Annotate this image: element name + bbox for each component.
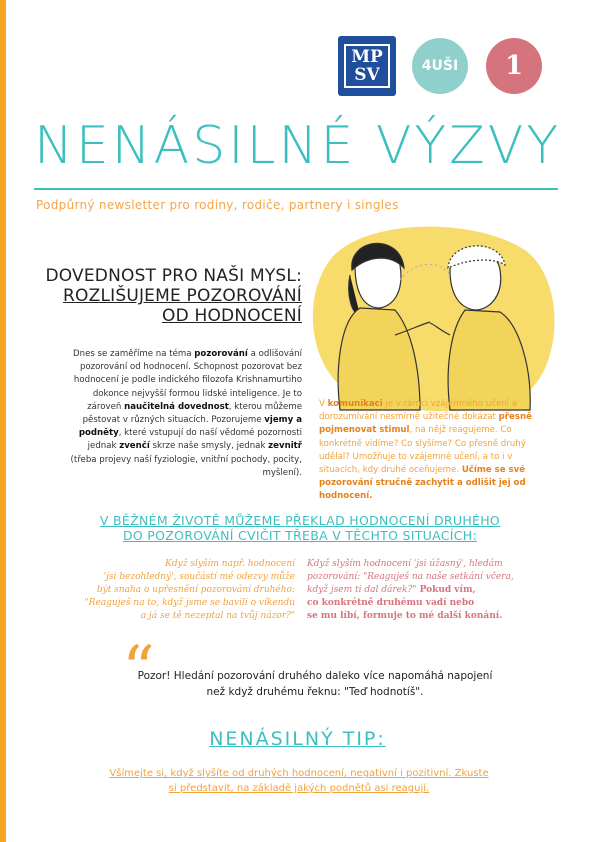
tip-text bbox=[84, 766, 514, 796]
4usi-badge: 4UŠI bbox=[412, 38, 468, 94]
tip-heading bbox=[0, 728, 595, 750]
intro-keyword: vjemy a podněty bbox=[78, 415, 302, 439]
quote-right-bold: co konkrétně druhému vadí nebo bbox=[307, 598, 475, 608]
section-heading bbox=[40, 266, 302, 326]
right-keyword: přesně pojmenovat stimul bbox=[319, 412, 532, 436]
warning-note bbox=[120, 668, 510, 700]
two-people-illustration bbox=[300, 220, 565, 415]
intro-text-part: skrze naše smysly, jednak bbox=[149, 441, 269, 452]
section-heading-line1: DOVEDNOST PRO NAŠI MYSL: bbox=[45, 266, 302, 286]
mpsv-logo bbox=[338, 36, 396, 96]
right-keyword: Učíme se své pozorování stručně zachytit a odlišit jej od hodnocení. bbox=[319, 465, 526, 502]
tip-text-line2: si představit, na základě jakých podnětů asi reagují. bbox=[168, 783, 430, 794]
intro-paragraph bbox=[62, 348, 302, 480]
tip-text-line1: Všímejte si, když slyšíte od druhých hodnocení, negativní i pozitivní. Zkuste bbox=[109, 768, 489, 779]
section-heading-line3: OD HODNOCENÍ bbox=[162, 306, 302, 326]
intro-keyword: naučitelná dovednost bbox=[124, 401, 229, 412]
intro-keyword: pozorování bbox=[194, 349, 248, 359]
section-heading-line2: ROZLIŠUJEME POZOROVÁNÍ bbox=[63, 286, 302, 306]
tip-heading-text: NENÁSILNÝ TIP: bbox=[209, 728, 386, 750]
title-divider bbox=[34, 188, 558, 190]
warning-note-line1: Pozor! Hledání pozorování druhého daleko více napomáhá napojení bbox=[137, 670, 493, 682]
newsletter-subtitle: Podpůrný newsletter pro rodiny, rodiče, partnery i singles bbox=[36, 198, 399, 212]
intro-text-part: , které vstupují do naší vědomé pozornosti jednak bbox=[87, 428, 302, 452]
quote-left-line: Když slyším např. hodnocení bbox=[165, 559, 295, 569]
examples-heading-line1: V BĚŽNÉM ŽIVOTĚ MŮŽEME PŘEKLAD HODNOCENÍ DRUHÉHO bbox=[99, 513, 501, 528]
quote-right-bold: se mu líbí, formuje to mé další konání. bbox=[307, 611, 503, 621]
positive-evaluation-example bbox=[307, 558, 553, 623]
warning-note-line2: než když druhému řeknu: "Teď hodnotíš". bbox=[206, 686, 424, 698]
quote-right-bold: Pokud vím, bbox=[416, 585, 476, 595]
quote-left-line: být snaha o upřesnění pozorování druhého: bbox=[96, 585, 295, 595]
header-logos bbox=[338, 36, 563, 98]
intro-text-part: Dnes se zaměříme na téma bbox=[73, 349, 195, 359]
mpsv-logo-line1: MP bbox=[351, 47, 383, 67]
communication-paragraph bbox=[319, 398, 555, 504]
quote-right-text: když jsem ti dal dárek?" bbox=[307, 585, 417, 595]
newsletter-title: NENÁSILNÉ VÝZVY bbox=[34, 116, 562, 176]
right-text-part: je v rámci vzájemného učení a dorozumívání nesmírně užitečné dokázat bbox=[319, 399, 518, 423]
examples-heading bbox=[70, 513, 530, 543]
quote-left-line: a já se tě nezeptal na tvůj názor?" bbox=[140, 611, 295, 621]
quote-right-line: pozorování: "Reaguješ na naše setkání včera, bbox=[307, 572, 514, 582]
mpsv-logo-line2: SV bbox=[354, 65, 380, 85]
examples-heading-line2: DO POZOROVÁNÍ CVIČIT TŘEBA V TĚCHTO SITUACÍCH: bbox=[122, 528, 478, 543]
quote-left-line: 'jsi bezohledný', součástí mé odezvy může bbox=[103, 572, 295, 582]
quote-right-line bbox=[307, 597, 553, 610]
issue-number-badge: 1 bbox=[486, 38, 542, 94]
right-text-part: , na nějž reagujeme. Co konkrétně vidíme? Co slyšíme? Co přesně druhý udělal? Umožňuje to vzájemné učení, a to i v situacích, kdy druhé oceňujeme. bbox=[319, 425, 526, 476]
quote-right-line bbox=[307, 610, 553, 623]
quote-right-line bbox=[307, 584, 553, 597]
quote-left-line: "Reaguješ na to, když jsme se bavili o víkendu bbox=[84, 598, 295, 608]
negative-evaluation-example bbox=[52, 558, 295, 623]
intro-keyword: zvenčí bbox=[119, 441, 150, 452]
intro-text-part: a odlišování pozorování od hodnocení. Schopnost pozorovat bez hodnocení je podle indického filozofa Krishnamurtiho dokonce nejvyšší formou lidské inteligence. Je to zároveň bbox=[73, 349, 302, 412]
right-keyword: komunikaci bbox=[327, 399, 383, 409]
intro-text-part: (třeba projevy naší fyziologie, vnitřní pochody, pocity, myšlení). bbox=[70, 454, 302, 478]
quote-right-line: Když slyším hodnocení 'jsi úžasný', hledám bbox=[307, 559, 503, 569]
left-accent-stripe bbox=[0, 0, 6, 842]
intro-keyword: zevnitř bbox=[268, 441, 302, 452]
right-text-part: V bbox=[319, 399, 328, 409]
quote-mark-icon: “ bbox=[122, 633, 155, 707]
intro-text-part: , kterou můžeme pěstovat v různých situacích. Pozorujeme bbox=[82, 401, 302, 426]
